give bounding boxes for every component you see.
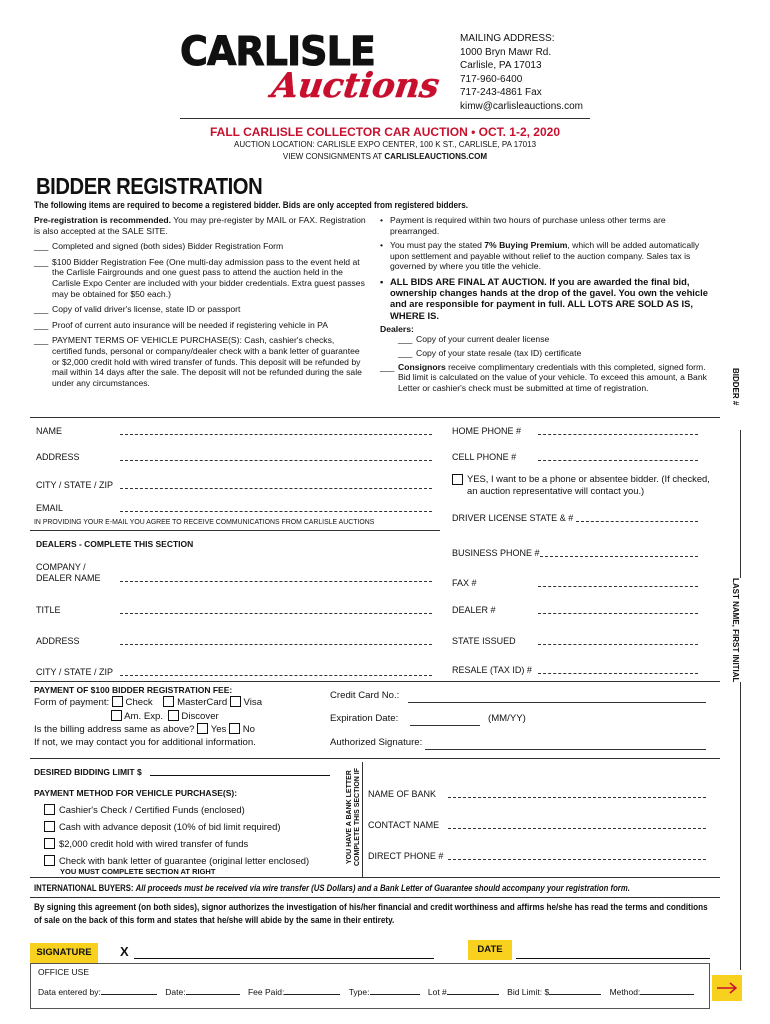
auction-location: AUCTION LOCATION: CARLISLE EXPO CENTER, 100 K ST., CARLISLE, PA 17013 [233, 140, 537, 149]
req-item: ___ Completed and signed (both sides) Bidder Registration Form [34, 241, 284, 252]
billing-yes-checkbox[interactable] [197, 723, 208, 734]
dealer-item: ___ Copy of your current dealer license [398, 334, 550, 345]
state-issued-input[interactable] [538, 644, 698, 645]
agreement-text: By signing this agreement (on both sides), signor authorizes the investigation of his/her financial and credit worthiness and affirms he/she has read the terms and conditions of sale on the back of this form and states that he/she will abide by the same in their entirety. [34, 902, 708, 926]
arrow-right-icon [712, 975, 742, 1001]
view-site-link[interactable]: CARLISLEAUCTIONS.COM [384, 152, 488, 161]
company-input[interactable] [120, 581, 432, 582]
title-input[interactable] [120, 613, 432, 614]
business-phone-input[interactable] [540, 556, 698, 557]
email-note: IN PROVIDING YOUR E-MAIL YOU AGREE TO RECEIVE COMMUNICATIONS FROM CARLISLE AUCTIONS [34, 517, 375, 526]
address-input[interactable] [120, 460, 432, 461]
dealer-number-input[interactable] [538, 613, 698, 614]
bullet-premium: • You must pay the stated 7% Buying Premium, which will be added automatically upon settlement and payable without relief to the auction company. Sales tax is governed by where you title the vehicle. [380, 240, 700, 272]
state-issued-label: STATE ISSUED [452, 636, 516, 646]
right-info-column [380, 215, 710, 393]
international-note: INTERNATIONAL BUYERS: All proceeds must be received via wire transfer (US Dollars) and a Bank Letter of Guarantee should accompany your registration form. [34, 883, 630, 893]
contact-name-label: CONTACT NAME [368, 820, 440, 830]
payment-row-1: Form of payment: Check MasterCard Visa [34, 697, 263, 709]
cc-number-label: Credit Card No.: [330, 690, 400, 701]
mmyy-label: (MM/YY) [488, 713, 526, 724]
fax-label: FAX # [452, 578, 477, 588]
req-item: ___ PAYMENT TERMS OF VEHICLE PURCHASE(S): Cash, cashier's checks, certified funds, personal or company/dealer check with a bank letter of guarantee or $2,000 credit hold with wired transfer of funds. This deposit will be refunded by mail within 14 days after the sale. The deposit will not be refunded during the sale under any circumstances. [34, 335, 362, 388]
name-label: NAME [36, 426, 63, 436]
contact-name-input[interactable] [448, 828, 706, 829]
email-label: EMAIL [36, 503, 64, 513]
office-use-box [30, 963, 710, 1009]
dealer-address-label: ADDRESS [36, 636, 80, 646]
date-label: DATE [468, 940, 512, 960]
phone: 717-960-6400 [460, 73, 523, 85]
office-date-input[interactable] [186, 994, 240, 995]
dealer-number-label: DEALER # [452, 605, 496, 615]
bidder-number-label: BIDDER # [731, 368, 740, 406]
payment-option: Check with bank letter of guarantee (original letter enclosed) [44, 852, 344, 869]
fee-heading: PAYMENT OF $100 BIDDER REGISTRATION FEE: [34, 685, 233, 695]
phone-bidder-text: YES, I want to be a phone or absentee bidder. (If checked, an auction representative will contact you.) [467, 473, 710, 496]
home-phone-input[interactable] [538, 434, 698, 435]
dealers-label: Dealers: [380, 323, 414, 334]
auth-signature-input[interactable] [425, 749, 706, 750]
logo [180, 29, 442, 110]
bank-section-divider [362, 762, 363, 877]
office-method-input[interactable] [640, 994, 694, 995]
phone-bidder-option [452, 473, 722, 496]
req-item: ___ Proof of current auto insurance will be needed if registering vehicle in PA [34, 319, 328, 330]
dealer-city-label: CITY / STATE / ZIP [36, 667, 114, 677]
option-checkbox[interactable] [44, 821, 55, 832]
fax-input[interactable] [538, 586, 698, 587]
billing-question: Is the billing address same as above? Yes No [34, 724, 255, 736]
left-info-column [34, 215, 366, 388]
signature-date-input[interactable] [516, 958, 710, 959]
mailing-label: MAILING ADDRESS: [460, 33, 555, 44]
address-line-2: Carlisle, PA 17013 [460, 60, 542, 71]
direct-phone-input[interactable] [448, 859, 706, 860]
payment-method-heading: PAYMENT METHOD FOR VEHICLE PURCHASE(S): [34, 788, 238, 798]
dealer-item: ___ Copy of your state resale (tax ID) certificate [398, 347, 582, 358]
signature-x: X [120, 944, 129, 959]
payment-row-2: Am. Exp. Discover [34, 710, 324, 723]
bidding-limit-label: DESIRED BIDDING LIMIT $ [34, 767, 142, 777]
license-input[interactable] [576, 521, 698, 522]
logo-bottom-text: Auctions [269, 66, 442, 106]
visa-checkbox[interactable] [230, 696, 241, 707]
payment-method-options [44, 801, 344, 869]
page-title: BIDDER REGISTRATION [36, 173, 263, 199]
address-label: ADDRESS [36, 452, 80, 462]
expiration-label: Expiration Date: [330, 713, 399, 724]
license-label: DRIVER LICENSE STATE & # [452, 513, 574, 523]
email-link[interactable]: kimw@carlisleauctions.com [460, 100, 583, 112]
city-input[interactable] [120, 488, 432, 489]
resale-input[interactable] [538, 673, 698, 674]
office-entered-input[interactable] [101, 994, 157, 995]
fee-payment-section [34, 684, 324, 749]
form-border-top [30, 417, 720, 418]
view-consignments [0, 152, 770, 162]
must-complete-note: YOU MUST COMPLETE SECTION AT RIGHT [60, 867, 216, 876]
email-input[interactable] [120, 511, 432, 512]
side-vertical-line [740, 430, 741, 970]
dealers-section-heading: DEALERS - COMPLETE THIS SECTION [36, 539, 194, 549]
cell-phone-label: CELL PHONE # [452, 452, 517, 462]
office-lot-input[interactable] [447, 994, 499, 995]
phone-bidder-checkbox[interactable] [452, 474, 463, 485]
next-page-arrow[interactable] [712, 975, 742, 1001]
view-prefix: VIEW CONSIGNMENTS AT [282, 152, 385, 161]
cell-phone-input[interactable] [538, 460, 698, 461]
option-checkbox[interactable] [44, 804, 55, 815]
section-divider [30, 681, 720, 682]
section-divider [30, 758, 720, 759]
office-use-label: OFFICE USE [38, 967, 90, 977]
signature-input[interactable] [134, 958, 434, 959]
dealer-city-input[interactable] [120, 675, 432, 676]
req-item: ___ $100 Bidder Registration Fee (One multi-day admission pass to the event held at the Carlisle Fairgrounds and one guest pass to attend the auction held in the Carlisle Expo Center are included with your bidder credentials. Extra guest passes may be obtained for $50 each.) [34, 256, 365, 299]
office-bid-limit-input[interactable] [549, 994, 601, 995]
event-title: FALL CARLISLE COLLECTOR CAR AUCTION • OCT. 1-2, 2020 [209, 125, 560, 139]
section-divider [30, 897, 720, 898]
option-checkbox[interactable] [44, 855, 55, 866]
company-label: COMPANY / DEALER NAME [36, 562, 101, 583]
address-line-1: 1000 Bryn Mawr Rd. [460, 46, 552, 58]
section-divider [30, 530, 440, 531]
discover-checkbox[interactable] [168, 710, 179, 721]
consignors-item: ___ Consignors receive complimentary credentials with this completed, signed form. Bid limit is calculated on the value of your vehicle. To exceed this amount, a Bank Letter or cashier's check must be submitted at time of registration. [380, 361, 707, 393]
check-checkbox[interactable] [112, 696, 123, 707]
prereg-bold: Pre-registration is recommended. [34, 215, 172, 225]
intro-text: The following items are required to become a registered bidder. Bids are only accepted from registered bidders. [34, 200, 469, 211]
dealer-address-input[interactable] [120, 644, 432, 645]
city-label: CITY / STATE / ZIP [36, 480, 114, 490]
logo-top-text: CARLISLE [180, 29, 375, 75]
bullet-payment: • Payment is required within two hours of purchase unless other terms are prearranged. [380, 215, 666, 236]
amex-checkbox[interactable] [111, 710, 122, 721]
office-fee-input[interactable] [284, 994, 340, 995]
bank-section-vertical-2: YOU HAVE A BANK LETTER [346, 770, 353, 864]
req-item: ___ Copy of valid driver's license, state ID or passport [34, 304, 241, 315]
bank-section-vertical-1: COMPLETE THIS SECTION IF [354, 767, 361, 866]
office-use-fields: Data entered by: Date: Fee Paid: Type: Lot # Bid Limit: $ Method: [38, 987, 708, 997]
billing-note: If not, we may contact you for additional information. [34, 736, 256, 748]
direct-phone-label: DIRECT PHONE # [368, 851, 444, 861]
last-name-first-initial-label: LAST NAME, FIRST INITIAL [731, 578, 740, 683]
billing-no-checkbox[interactable] [229, 723, 240, 734]
payment-option: Cash with advance deposit (10% of bid limit required) [44, 818, 344, 835]
fax: 717-243-4861 Fax [460, 87, 542, 98]
name-input[interactable] [120, 434, 432, 435]
home-phone-label: HOME PHONE # [452, 426, 522, 436]
prereg-rest: You may pre-register by MAIL or FAX. Registration is also accepted at the SALE SITE. [34, 215, 366, 236]
cc-number-input[interactable] [408, 702, 706, 703]
payment-option: $2,000 credit hold with wired transfer of funds [44, 835, 344, 852]
bank-name-label: NAME OF BANK [368, 789, 437, 799]
bank-name-input[interactable] [448, 797, 706, 798]
signature-label: SIGNATURE [30, 943, 98, 963]
title-label: TITLE [36, 605, 61, 615]
expiration-input[interactable] [410, 725, 480, 726]
bullet-final: • ALL BIDS ARE FINAL AT AUCTION. If you are awarded the final bid, ownership changes hands at the drop of the gavel. You own the vehicle and are responsible for payment in full. ALL LOTS ARE SOLD AS IS, WHERE IS. [380, 275, 708, 321]
section-divider [30, 877, 720, 878]
business-phone-label: BUSINESS PHONE # [452, 548, 540, 558]
bidding-limit-input[interactable] [150, 775, 330, 776]
header-divider [180, 118, 590, 119]
office-type-input[interactable] [370, 994, 420, 995]
mailing-address [460, 32, 660, 113]
payment-option: Cashier's Check / Certified Funds (enclosed) [44, 801, 344, 818]
option-checkbox[interactable] [44, 838, 55, 849]
prereg-text [34, 215, 366, 236]
auth-signature-label: Authorized Signature: [330, 737, 423, 748]
resale-label: RESALE (TAX ID) # [452, 665, 532, 675]
mastercard-checkbox[interactable] [163, 696, 174, 707]
